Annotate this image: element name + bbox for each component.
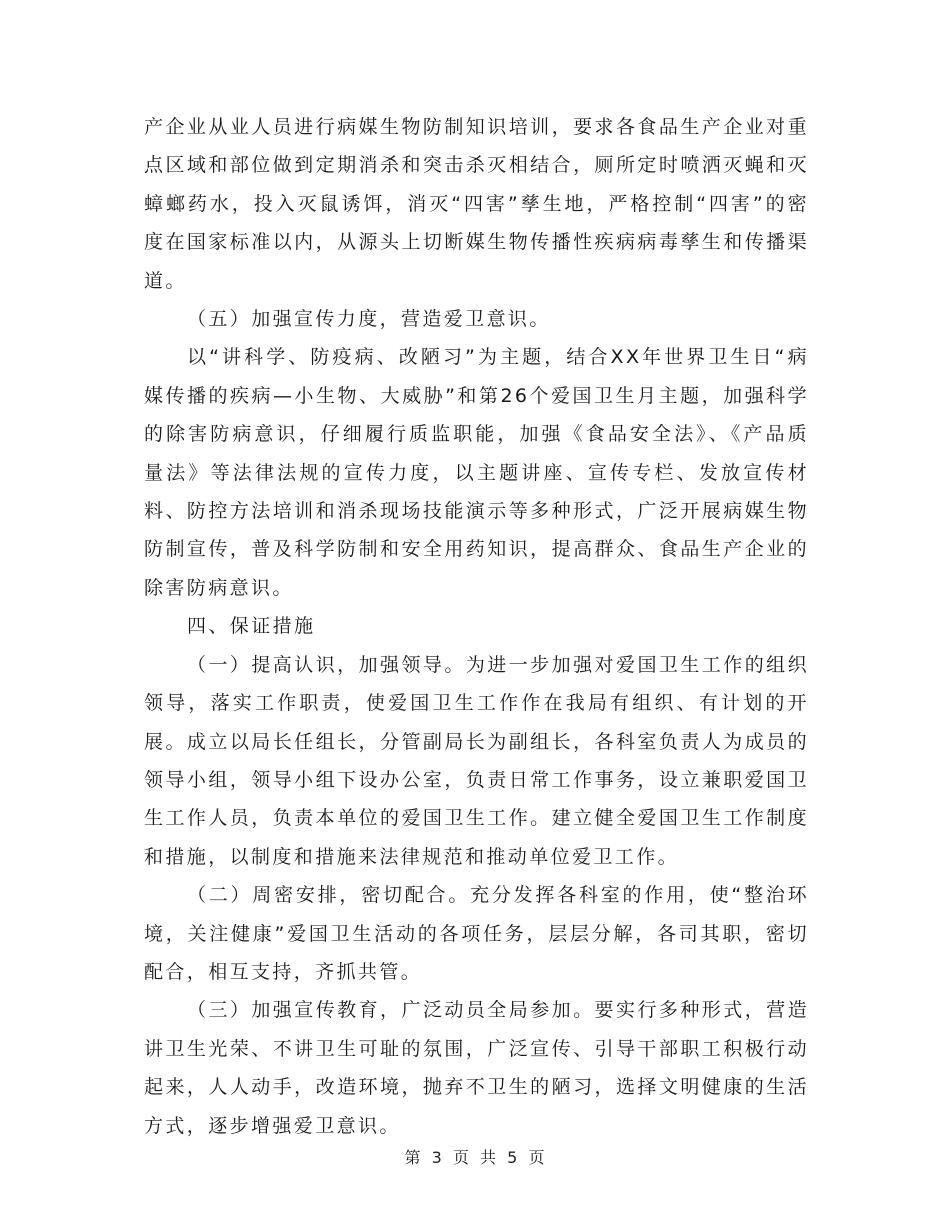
document-body	[144, 108, 809, 1145]
page-label-suffix: 页	[528, 1148, 546, 1167]
section-heading-4: 四、保证措施	[187, 615, 316, 638]
page-label-prefix: 第	[404, 1148, 422, 1167]
page-label-mid: 页	[452, 1148, 470, 1167]
paragraph-5: （一）提高认识，加强领导。为进一步加强对爱国卫生工作的组织领导，落实工作职责，使爱国卫生工作作在我局有组织、有计划的开展。成立以局长任组长，分管副局长为副组长，各科室负责人为成员的领导小组，领导小组下设办公室，负责日常工作事务，设立兼职爱国卫生工作人员，负责本单位的爱国卫生工作。建立健全爱国卫生工作制度和措施，以制度和措施来法律规范和推动单位爱卫工作。	[144, 653, 809, 868]
paragraph-3: 以“讲科学、防疫病、改陋习”为主题，结合XX年世界卫生日“病媒传播的疾病—小生物、大威胁”和第26个爱国卫生月主题，加强科学的除害防病意识，仔细履行质监职能，加强《食品安全法》、《产品质量法》等法律法规的宣传力度，以主题讲座、宣传专栏、发放宣传材料、防控方法培训和消杀现场技能演示等多种形式，广泛开展病媒生物防制宣传，普及科学防制和安全用药知识，提高群众、食品生产企业的除害防病意识。	[144, 346, 809, 599]
total-pages-number: 5	[507, 1148, 519, 1167]
paragraph-2: （五）加强宣传力度，营造爱卫意识。	[187, 308, 551, 331]
current-page-number: 3	[431, 1148, 443, 1167]
paragraph-1: 产企业从业人员进行病媒生物防制知识培训，要求各食品生产企业对重点区域和部位做到定期消杀和突击杀灭相结合，厕所定时喷洒灭蝇和灭蟑螂药水，投入灭鼠诱饵，消灭“四害”孳生地，严格控制“四害”的密度在国家标准以内，从源头上切断媒生物传播性疾病病毒孳生和传播渠道。	[144, 116, 809, 292]
page-footer	[0, 1145, 950, 1168]
total-label: 共	[480, 1148, 498, 1167]
paragraph-7: （三）加强宣传教育，广泛动员全局参加。要实行多种形式，营造讲卫生光荣、不讲卫生可耻的氛围，广泛宣传、引导干部职工积极行动起来，人人动手，改造环境，抛弃不卫生的陋习，选择文明健康的生活方式，逐步增强爱卫意识。	[144, 999, 809, 1137]
paragraph-6: （二）周密安排，密切配合。充分发挥各科室的作用，使“整治环境，关注健康”爱国卫生活动的各项任务，层层分解，各司其职，密切配合，相互支持，齐抓共管。	[144, 884, 809, 983]
